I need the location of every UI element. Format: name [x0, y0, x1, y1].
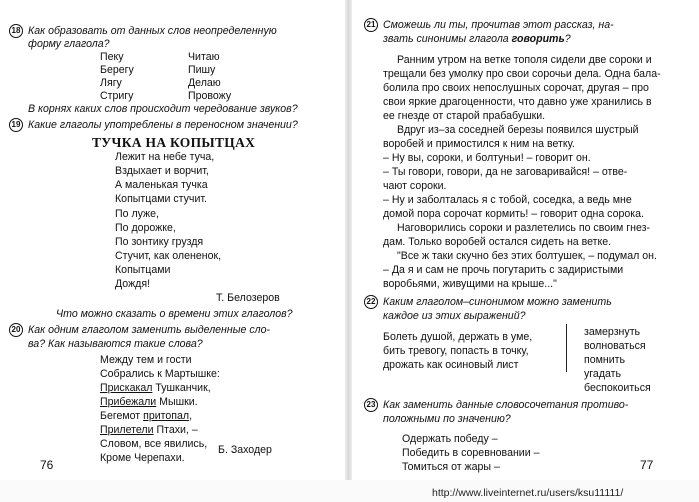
q21-text-line1: Сможешь ли ты, прочитав этот рассказ, на-	[383, 19, 614, 31]
story-line: – Да я и сам не прочь погутарить с задиристыми	[383, 264, 624, 276]
q18-text-line2: форму глагола?	[28, 38, 110, 50]
poem2-line: Прилетели Птахи, –	[100, 424, 198, 436]
story-line: – Ну вы, сороки, и болтуньи! – говорит он.	[383, 152, 591, 164]
story-line: ее гнезде от старой прабабушки.	[383, 110, 546, 122]
poem-line: По дорожке,	[115, 222, 176, 234]
synonym-word: волноваться	[584, 340, 646, 352]
q22-text-line1: Каким глаголом–синонимом можно заменить	[383, 296, 612, 308]
story-line: – Ну и заболталась я с тобой, соседка, а ведь мне	[383, 194, 632, 206]
story-line: Наговорились сороки и разлетелись по своим гнез-	[397, 222, 651, 234]
poem2-line: Прибежали Мышки.	[100, 396, 198, 408]
q18-word: Лягу	[100, 77, 122, 89]
q18-text-line1: Как образовать от данных слов неопределенную	[28, 25, 277, 37]
question-number-22: 22	[364, 295, 378, 309]
source-url: http://www.liveinternet.ru/users/ksu11111/	[432, 487, 624, 499]
page-number-left: 76	[40, 458, 54, 472]
synonym-word: угадать	[584, 368, 622, 380]
q18-word: Берегу	[100, 64, 134, 76]
q18-followup: В корнях каких слов происходит чередование звуков?	[28, 103, 298, 115]
q18-word: Читаю	[188, 51, 220, 63]
book-gutter	[345, 0, 352, 480]
q23-text-line1: Как заменить данные словосочетания противо-	[383, 399, 629, 411]
phrase-line: Победить в соревновании –	[402, 447, 540, 459]
expression-line: дрожать как осиновый лист	[383, 359, 519, 371]
q23-text-line2: положными по значению?	[383, 413, 511, 425]
poem2-author: Б. Заходер	[218, 444, 272, 456]
column-divider	[566, 324, 567, 372]
question-number-21: 21	[364, 18, 378, 32]
synonym-word: беспокоиться	[584, 382, 651, 394]
poem2-line: Прискакал Тушканчик,	[100, 382, 211, 394]
story-line: трещали без умолку про свои сорочьи дела. Одна бала-	[383, 68, 661, 80]
poem-author: Т. Белозеров	[216, 292, 280, 304]
poem-line: По луже,	[115, 208, 159, 220]
q22-text-line2: каждое из этих выражений?	[383, 310, 526, 322]
poem2-line: Между тем и гости	[100, 354, 192, 366]
left-page	[0, 0, 345, 480]
story-line: воробей и примостился к ним на ветку.	[383, 138, 575, 150]
expression-line: Болеть душой, держать в уме,	[383, 331, 533, 343]
poem-title: ТУЧКА НА КОПЫТЦАХ	[92, 135, 256, 150]
q18-word: Пеку	[100, 51, 124, 63]
story-line: болила про своих непослушных сорочат, другая – про	[383, 82, 649, 94]
poem2-line: Собрались к Мартышке:	[100, 368, 220, 380]
q19-text: Какие глаголы употреблены в переносном значении?	[28, 119, 298, 131]
expression-line: бить тревогу, попасть в точку,	[383, 345, 529, 357]
page-number-right: 77	[640, 458, 654, 472]
question-number-20: 20	[9, 323, 23, 337]
poem-line: Стучит, как олененок,	[115, 250, 222, 262]
poem2-line: Кроме Черепахи.	[100, 452, 185, 464]
poem-line: Копытцами стучит.	[115, 193, 207, 205]
q21-text-line2: звать синонимы глагола говорить?	[383, 33, 571, 45]
poem2-line: Бегемот притопал,	[100, 410, 193, 422]
phrase-line: Одержать победу –	[402, 433, 498, 445]
story-line: Ранним утром на ветке тополя сидели две сороки и	[397, 54, 652, 66]
poem-line: А маленькая тучка	[115, 179, 208, 191]
poem-line: Копытцами	[115, 264, 171, 276]
story-line: "Все ж таки скучно без этих болтушек, – подумал он.	[397, 250, 657, 262]
synonym-word: помнить	[584, 354, 626, 366]
poem-line: Дождя!	[115, 278, 151, 290]
phrase-line: Томиться от жары –	[402, 461, 500, 473]
q18-word: Делаю	[188, 77, 221, 89]
question-number-23: 23	[364, 398, 378, 412]
story-line: домой пора сорочат кормить! – говорит одна сорока.	[383, 208, 644, 220]
poem-line: Лежит на небе туча,	[115, 151, 215, 163]
q18-word: Провожу	[188, 90, 232, 102]
q19-followup: Что можно сказать о времени этих глаголов?	[56, 308, 293, 320]
synonym-word: замерзнуть	[584, 326, 641, 338]
question-number-18: 18	[9, 24, 23, 38]
poem-line: Вздыхает и ворчит,	[115, 165, 209, 177]
story-line: Вдруг из–за соседней березы появился шустрый	[397, 124, 639, 136]
q18-word: Стригу	[100, 90, 134, 102]
right-page	[352, 0, 699, 480]
q18-word: Пишу	[188, 64, 216, 76]
story-line: свои яркие драгоценности, что давно уже хранились в	[383, 96, 652, 108]
question-number-19: 19	[9, 118, 23, 132]
story-line: воробьями, живущими на крыше..."	[383, 278, 557, 290]
poem-line: По зонтику груздя	[115, 236, 204, 248]
story-line: чают сороки.	[383, 180, 447, 192]
poem2-line: Словом, все явились,	[100, 438, 208, 450]
q20-text-line1: Как одним глаголом заменить выделенные сло-	[28, 324, 271, 336]
q20-text-line2: ва? Как называются такие слова?	[28, 338, 203, 350]
story-line: дам. Только воробей остался сидеть на ветке.	[383, 236, 612, 248]
story-line: – Ты говори, говори, да не заговаривайся! – отве-	[383, 166, 628, 178]
